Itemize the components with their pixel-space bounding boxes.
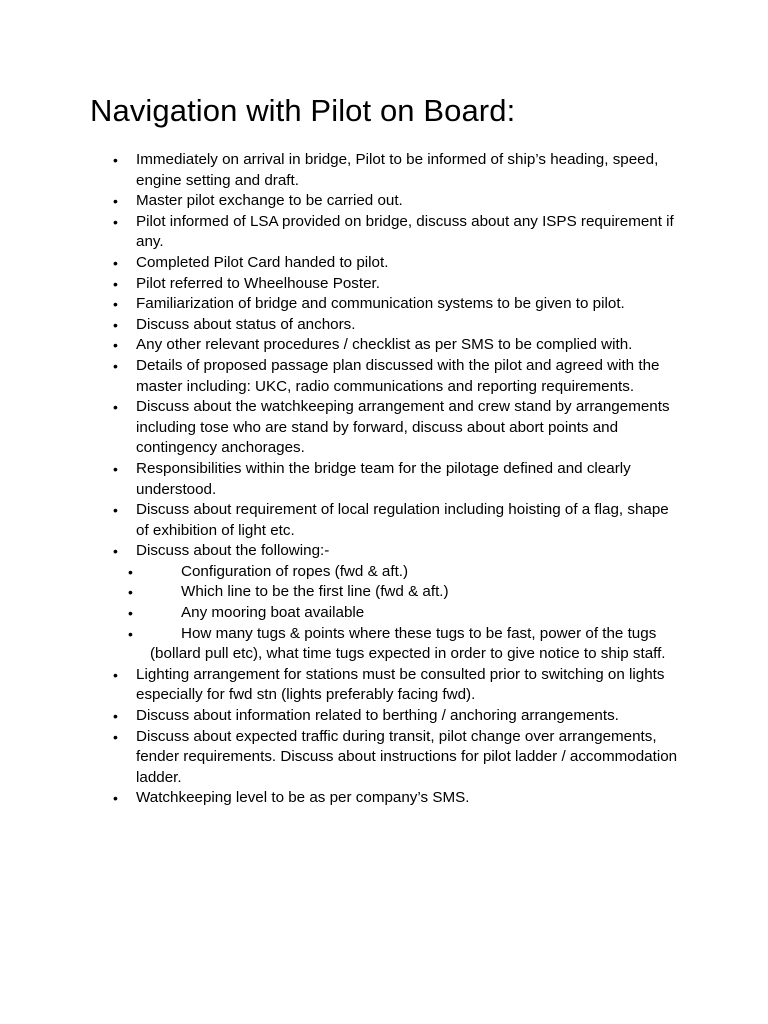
bullet-icon: • — [128, 563, 133, 580]
bullet-icon: • — [113, 296, 118, 313]
bullet-icon: • — [128, 625, 133, 642]
list-item — [0, 335, 684, 356]
list-item — [0, 294, 684, 315]
list-item-text: Any other relevant procedures / checklist as per SMS to be complied with. — [136, 336, 633, 354]
list-item-text: Discuss about the watchkeeping arrangement and crew stand by arrangements including tose who are stand by forward, discuss about abort points and contingency anchorages. — [136, 398, 670, 457]
list-item — [0, 315, 684, 336]
list-item-text: Familiarization of bridge and communication systems to be given to pilot. — [136, 295, 625, 313]
list-item — [0, 397, 684, 459]
list-item-text: Pilot referred to Wheelhouse Poster. — [136, 274, 380, 292]
list-item-text: Responsibilities within the bridge team for the pilotage defined and clearly understood. — [136, 459, 631, 498]
sub-list-item — [0, 603, 684, 624]
list-item-text: Discuss about requirement of local regulation including hoisting of a flag, shape of exhibition of light etc. — [136, 501, 669, 539]
list-item-text: Immediately on arrival in bridge, Pilot to be informed of ship’s heading, speed, engine setting and draft. — [136, 151, 659, 189]
list-item — [0, 500, 684, 541]
list-item-text — [150, 583, 449, 600]
bullet-icon: • — [113, 460, 118, 477]
bullet-icon: • — [113, 275, 118, 292]
bullet-icon: • — [113, 666, 118, 683]
bullet-icon: • — [113, 728, 118, 745]
list-item — [0, 253, 684, 274]
list-item-text — [150, 625, 666, 663]
list-item — [0, 541, 684, 562]
list-item — [0, 706, 684, 727]
list-item-text: Discuss about status of anchors. — [136, 315, 356, 333]
list-item-text — [150, 563, 408, 580]
bullet-icon: • — [128, 584, 133, 601]
page-title: Navigation with Pilot on Board: — [90, 93, 516, 128]
bullet-icon: • — [113, 790, 118, 807]
list-item-text: Discuss about expected traffic during transit, pilot change over arrangements, fender requirements. Discuss about instructions for pilot ladder / accommodation ladder. — [136, 727, 678, 786]
list-item-text: Watchkeeping level to be as per company’s SMS. — [136, 789, 470, 807]
list-item — [0, 727, 684, 789]
sub-item-label: Which line to be the first line (fwd & aft.) — [181, 583, 449, 601]
list-item-text: Details of proposed passage plan discussed with the pilot and agreed with the master including: UKC, radio communications and reporting requirements. — [136, 356, 660, 395]
bullet-icon: • — [113, 502, 118, 519]
list-item-text: Master pilot exchange to be carried out. — [136, 192, 403, 210]
sub-list-item — [0, 562, 684, 583]
list-item — [0, 212, 684, 253]
list-item-text — [150, 604, 364, 621]
list-item-text: Pilot informed of LSA provided on bridge, discuss about any ISPS requirement if any. — [136, 212, 674, 251]
list-item-text: Lighting arrangement for stations must be consulted prior to switching on lights especially for fwd stn (lights preferably facing fwd). — [136, 665, 665, 704]
bullet-icon: • — [113, 543, 118, 560]
list-item-text: Discuss about information related to berthing / anchoring arrangements. — [136, 707, 619, 725]
bullet-icon: • — [113, 708, 118, 725]
list-item — [0, 356, 684, 397]
list-item — [0, 665, 684, 706]
list-item — [0, 459, 684, 500]
bullet-list — [0, 150, 768, 809]
bullet-icon: • — [113, 357, 118, 374]
bullet-icon: • — [113, 316, 118, 333]
list-item — [0, 274, 684, 295]
sub-item-label: Any mooring boat available — [181, 604, 365, 622]
sub-list-item — [0, 582, 684, 603]
bullet-icon: • — [113, 152, 118, 168]
sub-item-label: Configuration of ropes (fwd & aft.) — [181, 562, 409, 580]
bullet-icon: • — [113, 254, 118, 271]
bullet-icon: • — [113, 213, 118, 230]
bullet-icon: • — [113, 193, 118, 210]
list-item — [0, 150, 684, 191]
sub-list-item — [0, 624, 684, 665]
sub-item-label: How many tugs & points where these tugs to be fast, power of the tugs (bollard pull etc), what time tugs expected in order to give notice to ship staff. — [150, 624, 666, 663]
bullet-icon: • — [113, 399, 118, 416]
list-item — [0, 191, 684, 212]
bullet-icon: • — [113, 337, 118, 354]
list-item — [0, 788, 684, 809]
bullet-icon: • — [128, 605, 133, 622]
list-item-text: Discuss about the following:- — [136, 542, 330, 560]
list-item-text: Completed Pilot Card handed to pilot. — [136, 253, 389, 271]
